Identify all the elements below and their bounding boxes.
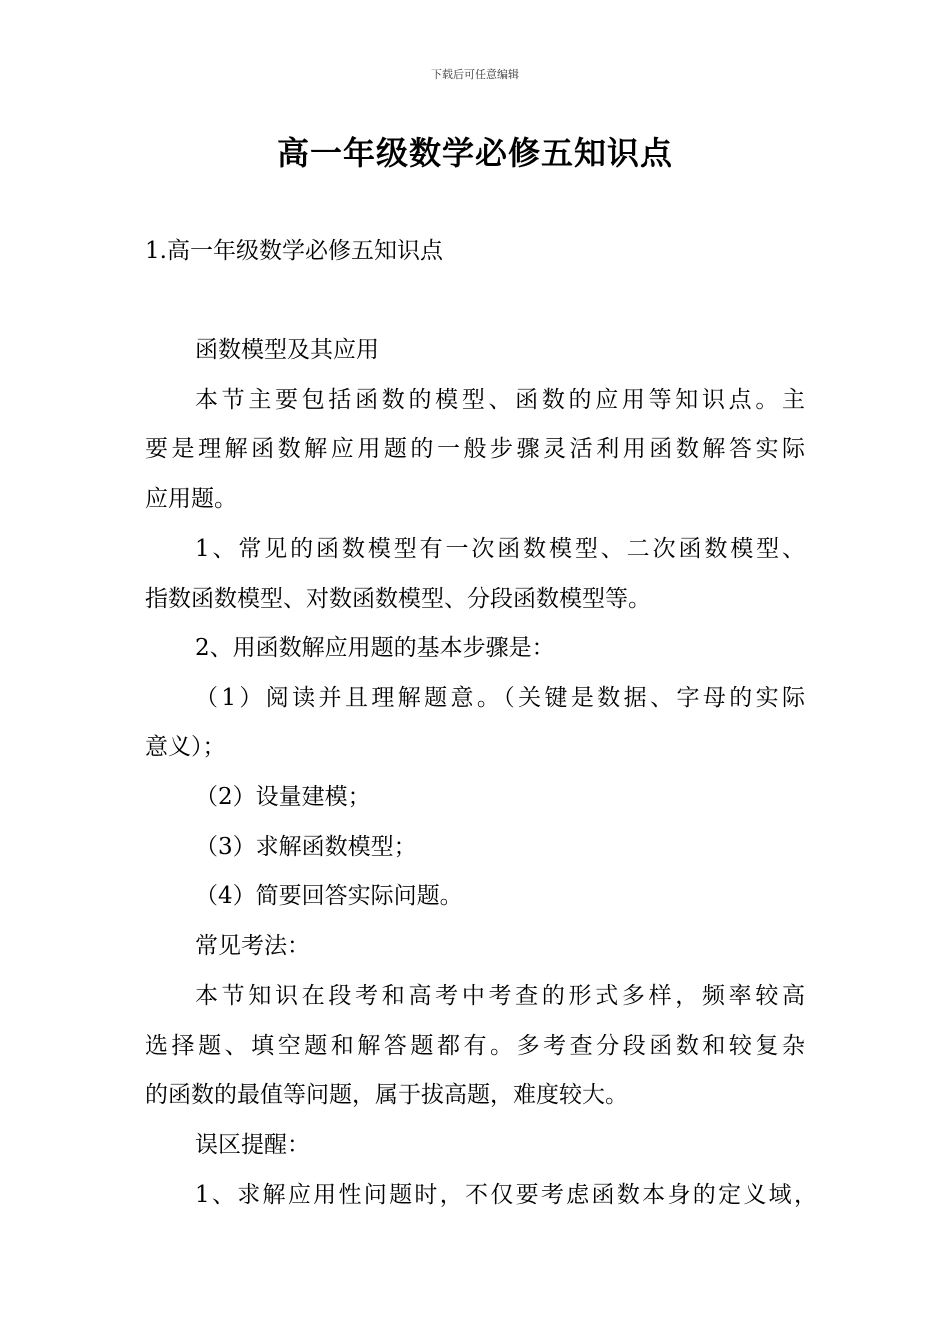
list-item: （3）求解函数模型； [195, 834, 417, 860]
list-item: （2）设量建模； [195, 784, 371, 810]
section-heading: 1.高一年级数学必修五知识点 [145, 238, 443, 264]
paragraph-line: 1、常见的函数模型有一次函数模型、二次函数模型、 [195, 536, 805, 562]
paragraph-line: 2、用函数解应用题的基本步骤是： [195, 635, 555, 661]
paragraph-line: 应用题。 [145, 486, 237, 512]
subsection-heading: 误区提醒： [195, 1132, 310, 1158]
paragraph-line: 指数函数模型、对数函数模型、分段函数模型等。 [145, 586, 651, 612]
subsection-heading: 函数模型及其应用 [195, 337, 379, 363]
list-item: （1）阅读并且理解题意。（关键是数据、字母的实际 [195, 685, 805, 711]
paragraph-line: 1、求解应用性问题时，不仅要考虑函数本身的定义域， [195, 1182, 817, 1208]
paragraph-line: 的函数的最值等问题，属于拔高题，难度较大。 [145, 1082, 628, 1108]
paragraph-line: 本节主要包括函数的模型、函数的应用等知识点。主 [195, 387, 805, 413]
paragraph-line: 本节知识在段考和高考中考查的形式多样，频率较高 [195, 983, 805, 1009]
list-item: （4）简要回答实际问题。 [195, 883, 463, 909]
paragraph-line: 要是理解函数解应用题的一般步骤灵活利用函数解答实际 [145, 436, 805, 462]
header-note: 下载后可任意编辑 [431, 68, 519, 81]
subsection-heading: 常见考法： [195, 933, 310, 959]
page-title: 高一年级数学必修五知识点 [276, 134, 673, 172]
list-item-continuation: 意义）； [145, 734, 226, 760]
paragraph-line: 选择题、填空题和解答题都有。多考查分段函数和较复杂 [145, 1033, 805, 1059]
